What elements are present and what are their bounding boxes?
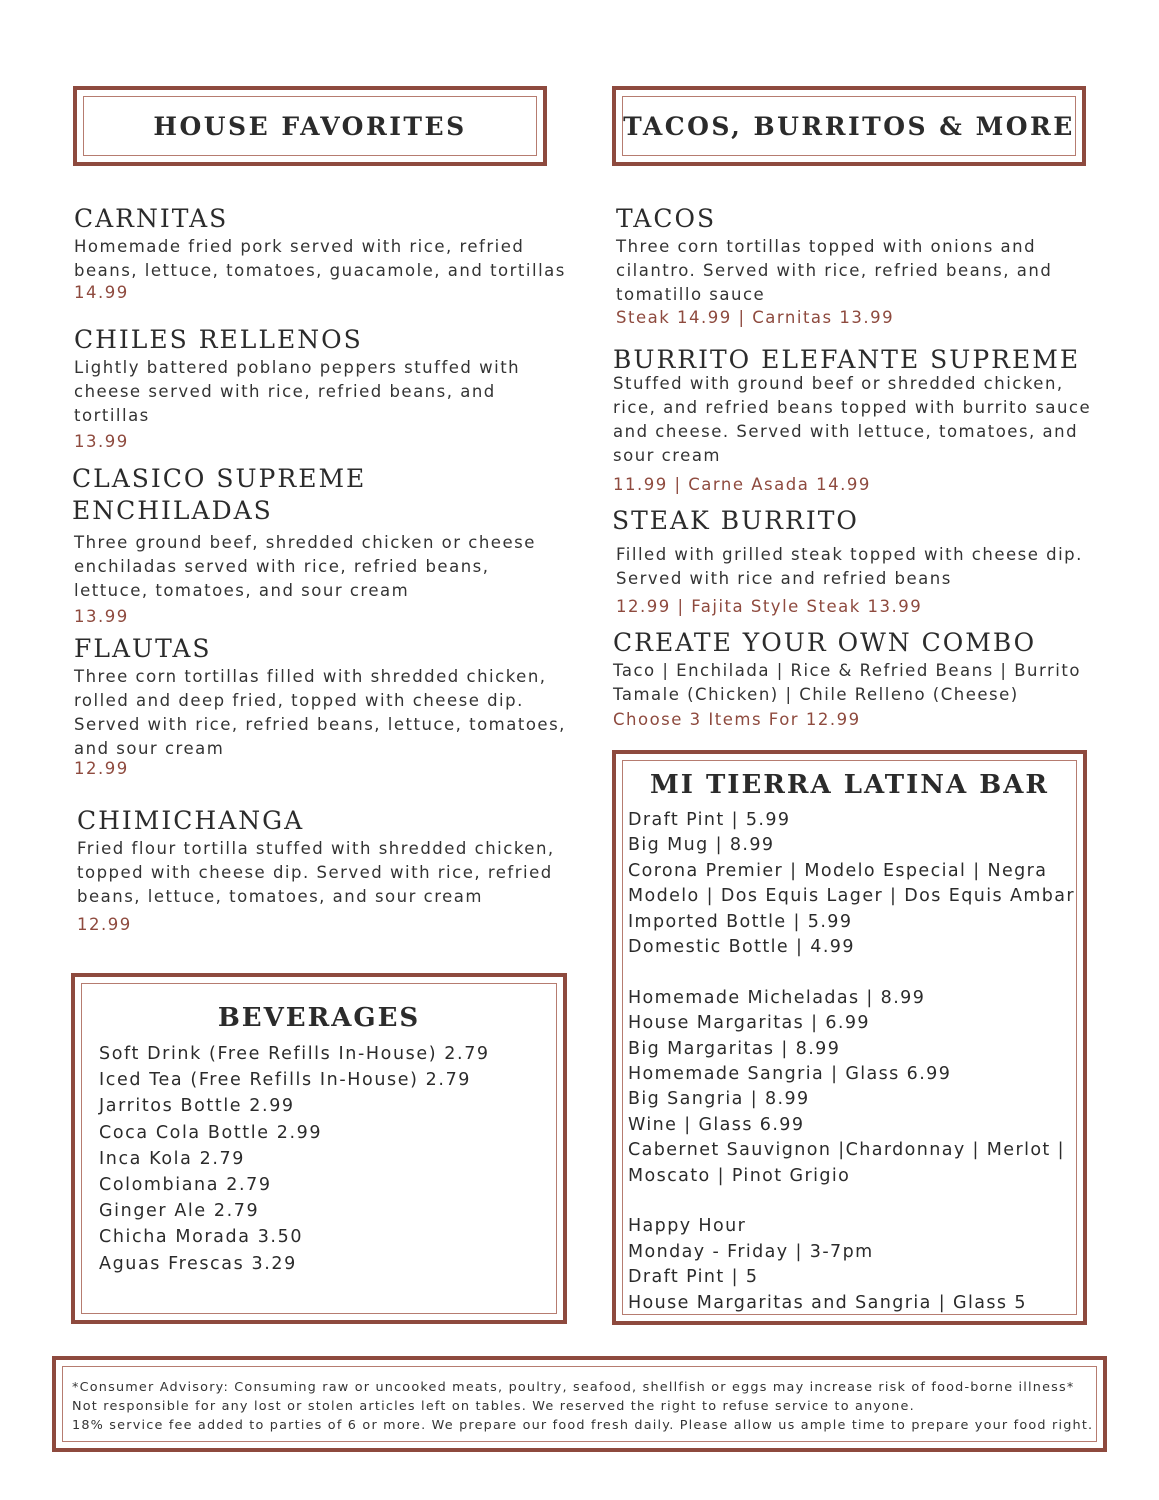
item-price: 14.99	[74, 283, 129, 302]
item-description: Three ground beef, shredded chicken or cheese	[74, 533, 536, 552]
list-item: Big Mug | 8.99	[628, 835, 775, 856]
list-item: Chicha Morada 3.50	[99, 1227, 304, 1248]
list-item: Happy Hour	[628, 1216, 747, 1237]
item-description: Three corn tortillas topped with onions and	[616, 237, 1037, 256]
item-price: 13.99	[74, 607, 129, 626]
bar-title: MI TIERRA LATINA BAR	[649, 770, 1050, 800]
item-description: Taco | Enchilada | Rice & Refried Beans | Burrito	[613, 661, 1081, 680]
item-description: lettuce, tomatoes, and sour cream	[74, 581, 410, 600]
item-name: STEAK BURRITO	[612, 506, 859, 535]
item-name: CARNITAS	[74, 204, 229, 233]
item-description: rolled and deep fried, topped with cheese dip.	[74, 691, 524, 710]
item-price: Choose 3 Items For 12.99	[613, 710, 861, 729]
list-item: Aguas Frescas 3.29	[99, 1253, 297, 1274]
bar-box	[612, 750, 1087, 1325]
advisory-line: *Consumer Advisory: Consuming raw or uncooked meats, poultry, seafood, shellfish or eggs may increase risk of food-borne illness*	[72, 1380, 1075, 1395]
item-description: enchiladas served with rice, refried beans,	[74, 557, 490, 576]
house-favorites-title: HOUSE FAVORITES	[153, 111, 467, 141]
item-price: 11.99 | Carne Asada 14.99	[613, 475, 871, 494]
advisory-line: Not responsible for any lost or stolen articles left on tables. We reserved the right to refuse service to anyone.	[72, 1399, 915, 1414]
item-description: and cheese. Served with lettuce, tomatoes, and	[613, 422, 1079, 441]
beverages-box	[71, 973, 567, 1324]
item-description: tomatillo sauce	[616, 285, 766, 304]
list-item: Wine | Glass 6.99	[628, 1114, 805, 1135]
item-name: CLASICO SUPREME	[72, 464, 367, 493]
list-item: Coca Cola Bottle 2.99	[99, 1122, 323, 1143]
item-description: cilantro. Served with rice, refried beans, and	[616, 261, 1053, 280]
list-item: Moscato | Pinot Grigio	[628, 1165, 851, 1186]
item-name: ENCHILADAS	[72, 496, 273, 525]
bar-list	[628, 808, 1075, 1316]
item-description: cheese served with rice, refried beans, and	[74, 382, 496, 401]
item-price: 13.99	[74, 432, 129, 451]
house-favorites-header	[73, 86, 547, 166]
list-item: Inca Kola 2.79	[99, 1148, 245, 1169]
list-spacer	[628, 1189, 1075, 1214]
list-item: Cabernet Sauvignon |Chardonnay | Merlot |	[628, 1140, 1065, 1161]
list-item: Homemade Sangria | Glass 6.99	[628, 1064, 952, 1085]
menu-item-clasico-supreme-enchiladas	[72, 463, 572, 629]
item-name: TACOS	[616, 204, 717, 233]
item-description: Served with rice and refried beans	[616, 569, 952, 588]
list-item: Draft Pint | 5.99	[628, 810, 791, 830]
item-price: Steak 14.99 | Carnitas 13.99	[616, 308, 895, 327]
list-item: Imported Bottle | 5.99	[628, 911, 853, 932]
list-item: Draft Pint | 5	[628, 1267, 759, 1288]
tacos-burritos-header	[612, 86, 1086, 166]
item-name: CREATE YOUR OWN COMBO	[613, 628, 1037, 657]
list-item: Homemade Micheladas | 8.99	[628, 987, 926, 1008]
list-item: Iced Tea (Free Refills In-House) 2.79	[99, 1070, 472, 1091]
list-item: Modelo | Dos Equis Lager | Dos Equis Ambar	[628, 886, 1076, 907]
item-description: Served with rice, refried beans, lettuce, tomatoes,	[74, 715, 566, 734]
list-item: Ginger Ale 2.79	[99, 1201, 260, 1222]
item-price: 12.99	[74, 759, 129, 778]
item-name: CHIMICHANGA	[77, 806, 305, 835]
list-item: House Margaritas and Sangria | Glass 5	[628, 1292, 1027, 1313]
item-description: Homemade fried pork served with rice, refried	[74, 237, 525, 256]
advisory-text	[72, 1378, 1093, 1435]
list-item: Jarritos Bottle 2.99	[99, 1096, 295, 1117]
list-item: Corona Premier | Modelo Especial | Negra	[628, 860, 1048, 881]
list-item: Soft Drink (Free Refills In-House) 2.79	[99, 1044, 490, 1064]
list-item: Domestic Bottle | 4.99	[628, 937, 855, 958]
item-description: Lightly battered poblano peppers stuffed with	[74, 358, 521, 377]
item-description: tortillas	[74, 406, 150, 425]
item-description: and sour cream	[74, 739, 225, 758]
item-description: Filled with grilled steak topped with cheese dip.	[616, 545, 1083, 564]
menu-item-flautas	[74, 633, 574, 781]
menu-item-chimichanga	[77, 805, 577, 937]
tacos-burritos-title: TACOS, BURRITOS & MORE	[623, 111, 1075, 141]
item-description: sour cream	[613, 446, 722, 465]
item-price: 12.99	[77, 915, 132, 934]
menu-item-carnitas	[74, 203, 574, 305]
beverages-list	[99, 1041, 490, 1277]
item-description: rice, and refried beans topped with burrito sauce	[613, 398, 1092, 417]
list-item: Big Margaritas | 8.99	[628, 1038, 841, 1059]
item-name: FLAUTAS	[74, 634, 212, 663]
list-item: Big Sangria | 8.99	[628, 1089, 810, 1110]
list-spacer	[628, 960, 1075, 985]
menu-item-chiles-rellenos	[74, 324, 574, 454]
list-item: Colombiana 2.79	[99, 1175, 272, 1196]
item-description: Three corn tortillas filled with shredded chicken,	[74, 667, 547, 686]
item-description: Fried flour tortilla stuffed with shredded chicken,	[77, 839, 555, 858]
beverages-title: BEVERAGES	[217, 1003, 421, 1033]
item-price: 12.99 | Fajita Style Steak 13.99	[616, 597, 923, 616]
menu-item-create-your-own-combo	[613, 627, 1113, 732]
item-name: BURRITO ELEFANTE SUPREME	[613, 345, 1081, 374]
item-description: Tamale (Chicken) | Chile Relleno (Cheese)	[613, 685, 1019, 704]
list-item: Monday - Friday | 3-7pm	[628, 1241, 874, 1262]
menu-item-steak-burrito	[612, 505, 1112, 619]
menu-item-tacos	[616, 203, 1096, 330]
item-description: beans, lettuce, tomatoes, guacamole, and tortillas	[74, 261, 566, 280]
list-item: House Margaritas | 6.99	[628, 1013, 870, 1034]
item-description: Stuffed with ground beef or shredded chicken,	[613, 374, 1064, 393]
consumer-advisory-box	[52, 1356, 1107, 1452]
advisory-line: 18% service fee added to parties of 6 or more. We prepare our food fresh daily. Please allow us ample time to prepare your food right.	[72, 1418, 1094, 1433]
item-name: CHILES RELLENOS	[74, 325, 363, 354]
menu-item-burrito-elefante-supreme	[613, 344, 1113, 497]
item-description: beans, lettuce, tomatoes, and sour cream	[77, 887, 483, 906]
item-description: topped with cheese dip. Served with rice, refried	[77, 863, 553, 882]
